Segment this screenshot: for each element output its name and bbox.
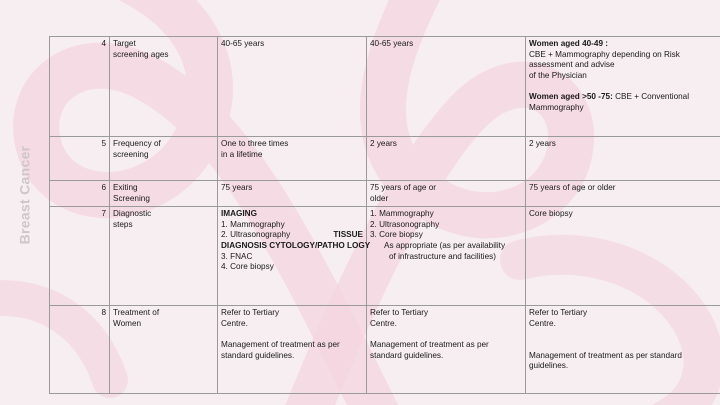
cell-line: 75 years (221, 183, 253, 192)
parameter-cell (110, 306, 218, 394)
cell-line: 2. Ultrasonography (370, 219, 440, 229)
cell-line: 4. Core biopsy (221, 262, 274, 272)
cell-line: 3. Core biopsy (370, 230, 423, 240)
row-number: 6 (50, 181, 110, 207)
cell-line (221, 230, 363, 241)
value-cell (367, 181, 526, 207)
cell-line: steps (113, 219, 133, 229)
value-cell (218, 207, 371, 306)
table-row (50, 137, 720, 181)
cell-line: screening ages (113, 49, 169, 59)
cell-line (529, 92, 718, 103)
value-cell (526, 207, 720, 306)
cell-text: 2. Ultrasonography (221, 230, 291, 240)
tissue-diagnosis-heading: DIAGNOSIS CYTOLOGY/PATHO LOGY (221, 240, 371, 250)
parameter-cell (110, 137, 218, 181)
cell-line: 40-65 years (370, 39, 414, 48)
cell-line: Women (113, 318, 142, 328)
cell-line: guidelines. (529, 361, 569, 371)
value-cell (218, 306, 367, 394)
cell-line: Centre. (529, 318, 556, 328)
cell-line: 2 years (529, 139, 556, 148)
cell-line: 3. FNAC (221, 251, 253, 261)
cell-text: CBE + Conventional (612, 91, 690, 101)
cell-line: 75 years of age or (370, 183, 436, 192)
value-cell (526, 137, 720, 181)
cell-line: 1. Mammography (370, 209, 434, 219)
cell-line: Management of treatment as per (221, 339, 340, 349)
cell-line: CBE + Mammography depending on Risk (529, 49, 680, 59)
row-number: 8 (50, 306, 110, 394)
side-title-text: Breast Cancer (16, 145, 32, 245)
cell-line: standard guidelines. (370, 350, 444, 360)
cell-line: 75 years of age or older (529, 183, 616, 192)
value-cell (367, 137, 526, 181)
cell-line: Centre. (370, 318, 397, 328)
cell-line: Treatment of (113, 308, 160, 318)
cell-line: Frequency of (113, 139, 161, 148)
cell-line: in a lifetime (221, 149, 263, 159)
parameter-cell (110, 181, 218, 207)
cell-line: Diagnostic (113, 209, 152, 219)
side-title (4, 120, 44, 270)
cell-line: Target (113, 39, 136, 48)
value-cell (218, 181, 367, 207)
cell-line: Refer to Tertiary (221, 308, 280, 318)
table-row (50, 181, 720, 207)
cell-line: Centre. (221, 318, 248, 328)
cell-line: older (370, 193, 389, 203)
cell-line: 1. Mammography (221, 219, 285, 229)
value-cell (218, 137, 367, 181)
table-row (50, 207, 720, 306)
value-cell (367, 207, 526, 306)
value-cell (526, 37, 720, 137)
parameter-cell (110, 37, 218, 137)
cell-line: Core biopsy (529, 209, 573, 219)
cell-line: Management of treatment as per (370, 339, 489, 349)
cell-line: Refer to Tertiary (529, 308, 588, 318)
cell-line: Management of treatment as per standard (529, 350, 682, 360)
cell-line: Exiting (113, 183, 138, 192)
value-cell (526, 181, 720, 207)
cell-line: Refer to Tertiary (370, 308, 429, 318)
row-number: 7 (50, 207, 110, 306)
cell-line: 40-65 years (221, 39, 265, 48)
cell-line: of infrastructure and facilities) (389, 251, 496, 261)
table-row (50, 306, 720, 394)
age-group-heading: Women aged 40-49 : (529, 39, 609, 48)
parameter-cell (110, 207, 218, 306)
value-cell (367, 37, 526, 137)
cell-line: screening (113, 149, 149, 159)
value-cell (367, 306, 526, 394)
value-cell (218, 37, 367, 137)
screening-table (49, 36, 720, 394)
cell-line: Mammography (529, 102, 584, 112)
cell-line: As appropriate (as per availability (384, 240, 506, 250)
cell-line: Screening (113, 193, 150, 203)
table-row (50, 37, 720, 137)
imaging-heading: IMAGING (221, 209, 257, 219)
cell-line: One to three times (221, 139, 289, 148)
row-number: 5 (50, 137, 110, 181)
cell-line: of the Physician (529, 70, 587, 80)
age-group-heading: Women aged >50 -75: (529, 91, 613, 101)
row-number: 4 (50, 37, 110, 137)
cell-line: 2 years (370, 139, 397, 148)
cell-text: TISSUE (333, 230, 363, 240)
cell-line: assessment and advise (529, 60, 615, 70)
cell-line: standard guidelines. (221, 350, 295, 360)
value-cell (526, 306, 720, 394)
